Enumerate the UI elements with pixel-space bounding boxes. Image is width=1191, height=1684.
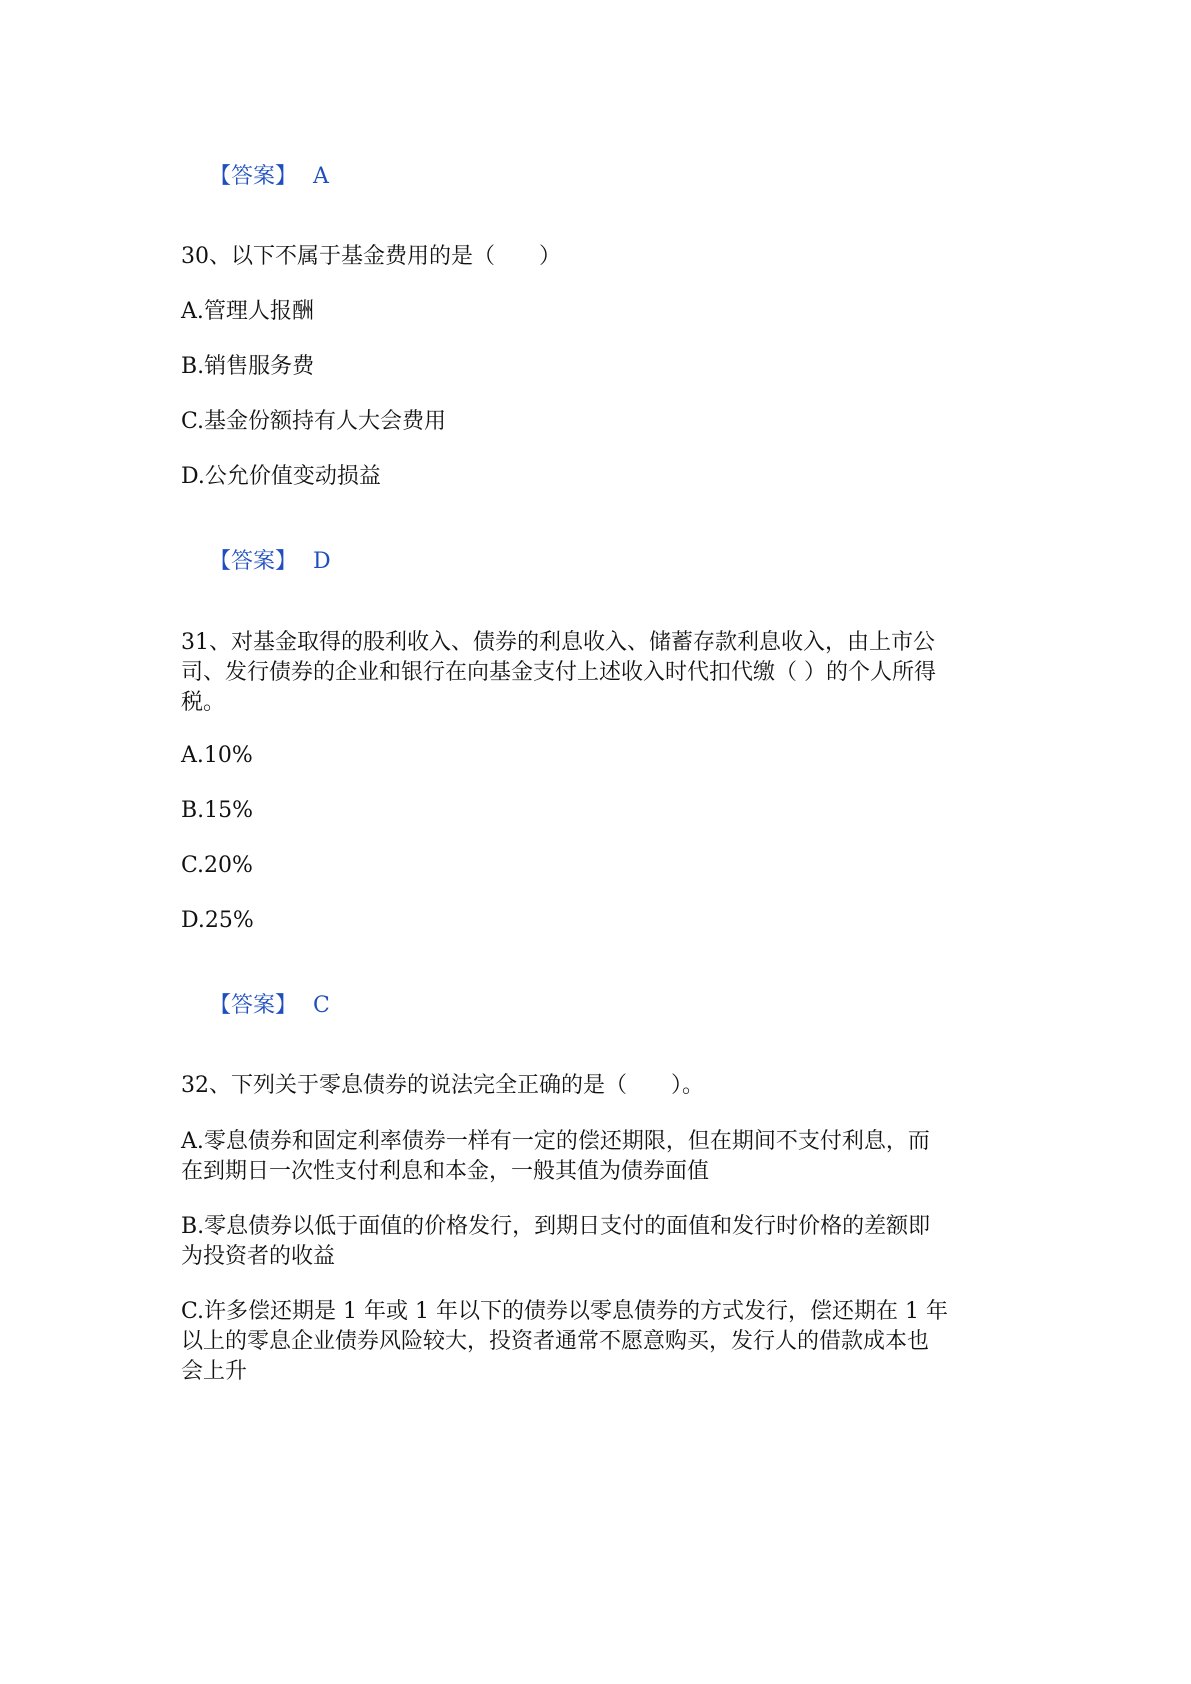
question-32-option-c-line-1: C.许多偿还期是 1 年或 1 年以下的债券以零息债券的方式发行，偿还期在 1 年 <box>181 1299 948 1324</box>
answer-label: 【答案】 <box>208 549 297 574</box>
question-32-option-b-line-1: B.零息债券以低于面值的价格发行，到期日支付的面值和发行时价格的差额即 <box>181 1214 931 1239</box>
question-31-stem-line-2: 司、发行债券的企业和银行在向基金支付上述收入时代扣代缴（ ）的个人所得 <box>181 660 936 685</box>
question-32-option-a-line-2: 在到期日一次性支付利息和本金，一般其值为债券面值 <box>181 1159 710 1184</box>
question-31-stem-line-3: 税。 <box>181 690 226 715</box>
question-30-stem: 30、以下不属于基金费用的是（ ） <box>181 244 561 269</box>
question-30-answer <box>181 517 331 607</box>
answer-value: D <box>313 549 331 574</box>
question-32-stem: 32、下列关于零息债券的说法完全正确的是（ ）。 <box>181 1073 704 1098</box>
answer-label: 【答案】 <box>208 993 297 1018</box>
question-31-option-b: B.15% <box>181 798 254 823</box>
question-31-option-a: A.10% <box>181 743 253 768</box>
answer-label: 【答案】 <box>208 164 297 189</box>
question-32-option-c-line-3: 会上升 <box>181 1359 248 1384</box>
question-30-option-c: C.基金份额持有人大会费用 <box>181 409 447 434</box>
question-30-option-b: B.销售服务费 <box>181 354 315 379</box>
question-32-option-b-line-2: 为投资者的收益 <box>181 1244 336 1269</box>
question-30-option-d: D.公允价值变动损益 <box>181 464 381 489</box>
answer-value: C <box>313 993 330 1018</box>
question-31-stem-line-1: 31、对基金取得的股利收入、债券的利息收入、储蓄存款利息收入，由上市公 <box>181 630 935 655</box>
question-32-option-a-line-1: A.零息债券和固定利率债券一样有一定的偿还期限，但在期间不支付利息，而 <box>181 1129 930 1154</box>
question-31-option-c: C.20% <box>181 853 253 878</box>
question-30-option-a: A.管理人报酬 <box>181 299 314 324</box>
question-31-option-d: D.25% <box>181 908 254 933</box>
answer-value: A <box>313 164 329 189</box>
question-31-answer <box>181 961 330 1051</box>
answer-line <box>181 132 329 222</box>
question-32-option-c-line-2: 以上的零息企业债券风险较大，投资者通常不愿意购买，发行人的借款成本也 <box>181 1329 930 1354</box>
